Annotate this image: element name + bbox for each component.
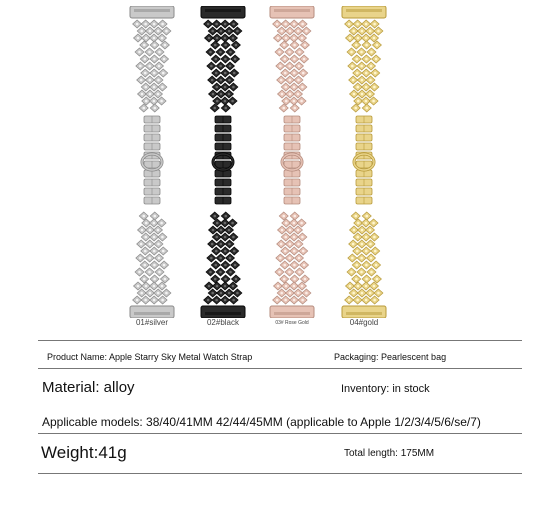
product-name: Product Name: Apple Starry Sky Metal Watch Strap — [47, 352, 253, 362]
spec-row-models — [38, 401, 522, 427]
caption-silver: 01#silver — [135, 318, 168, 327]
material: Material: alloy — [42, 379, 135, 396]
caption-black: 02#black — [206, 318, 240, 327]
caption-gold: 04#gold — [349, 318, 379, 327]
inventory: Inventory: in stock — [341, 383, 430, 395]
caption-rose-gold: 03# Rose Gold — [275, 320, 309, 326]
strap-silver — [124, 6, 180, 318]
table-bottom-border — [38, 473, 522, 475]
strap-rose-gold — [264, 6, 320, 318]
spec-row-material — [38, 368, 522, 402]
weight: Weight:41g — [41, 443, 127, 462]
strap-gold — [336, 6, 392, 318]
packaging: Packaging: Pearlescent bag — [334, 352, 447, 362]
spec-row-weight — [38, 433, 522, 474]
strap-black — [195, 6, 251, 318]
spec-row-product — [38, 340, 522, 369]
applicable-models: Applicable models: 38/40/41MM 42/44/45MM (applicable to Apple 1/2/3/4/5/6/se/7) — [42, 415, 481, 429]
total-length: Total length: 175MM — [344, 448, 435, 459]
